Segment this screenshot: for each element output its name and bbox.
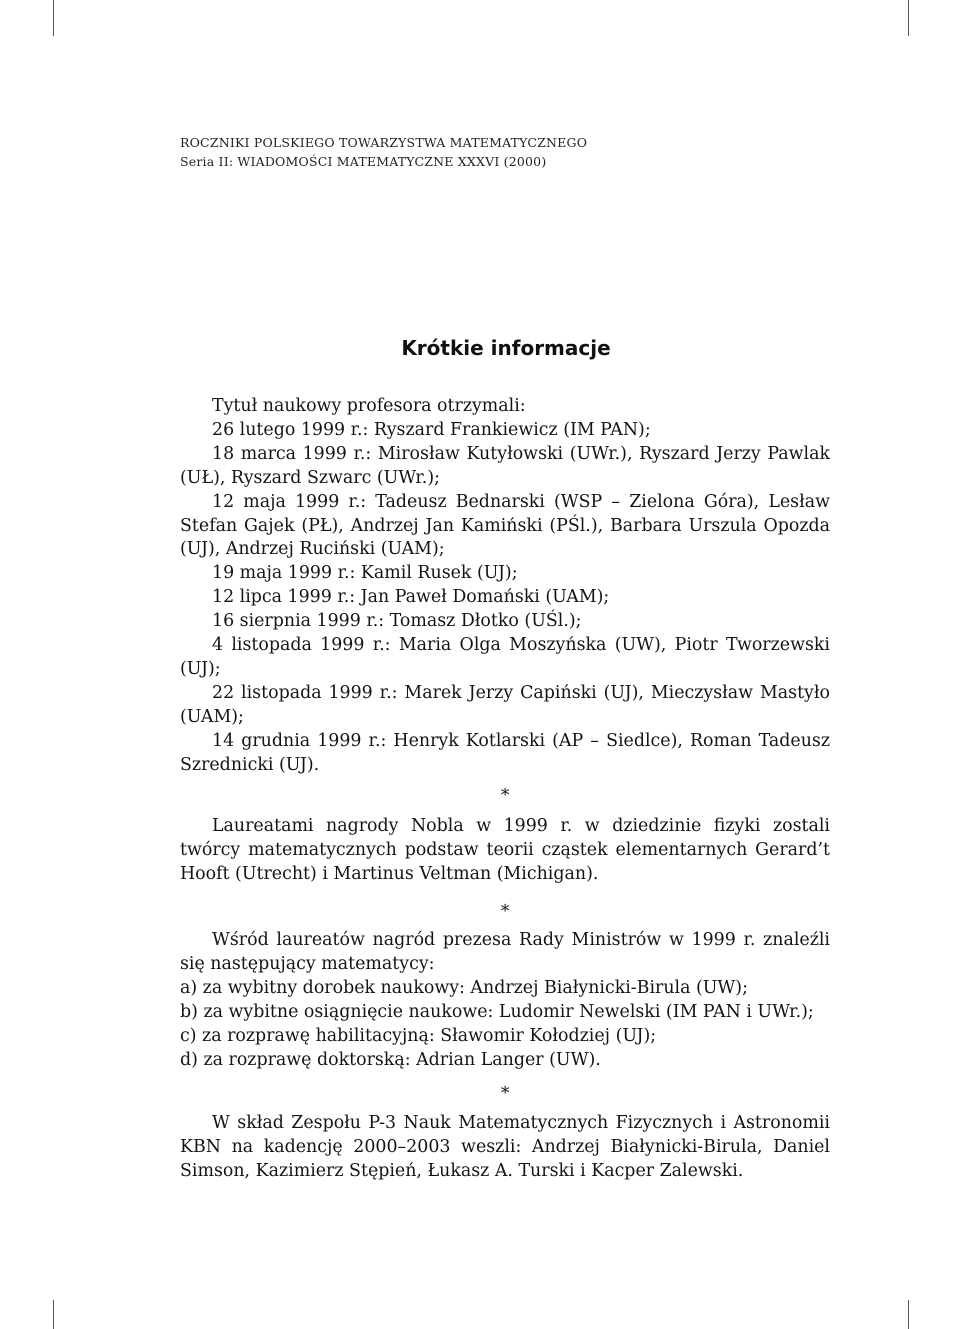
professor-entry: 12 maja 1999 r.: Tadeusz Bednarski (WSP – Zielona Góra), Lesław Stefan Gajek (PŁ), Andrzej Jan Kamiński (PŚl.), Barbara Urszula Opozda (UJ), Andrzej Ruciński (UAM);	[180, 491, 830, 560]
asterisk-separator: ∗	[499, 1080, 511, 1100]
asterisk-separator: ∗	[499, 782, 511, 802]
separator-1	[180, 782, 830, 802]
award-item: d) za rozprawę doktorską: Adrian Langer (UW).	[180, 1049, 601, 1070]
journal-series: Seria II: WIADOMOŚCI MATEMATYCZNE XXXVI (2000)	[180, 154, 547, 169]
nobel-paragraph: Laureatami nagrody Nobla w 1999 r. w dziedzinie fizyki zostali twórcy matematycznych podstaw teorii cząstek elementarnych Gerard’t Hooft (Utrecht) i Martinus Veltman (Michigan).	[180, 816, 830, 884]
journal-name: ROCZNIKI POLSKIEGO TOWARZYSTWA MATEMATYCZNEGO	[180, 135, 588, 150]
crop-mark-bottom-left	[53, 1300, 54, 1329]
professors-section	[180, 395, 830, 778]
award-item: b) za wybitne osiągnięcie naukowe: Ludomir Newelski (IM PAN i UWr.);	[180, 1001, 814, 1022]
professor-entry: 14 grudnia 1999 r.: Henryk Kotlarski (AP – Siedlce), Roman Tadeusz Szrednicki (UJ).	[180, 730, 830, 775]
crop-mark-bottom-right	[908, 1300, 909, 1329]
professor-entry: 16 sierpnia 1999 r.: Tomasz Dłotko (UŚl.);	[212, 611, 582, 632]
professor-entry: 4 listopada 1999 r.: Maria Olga Moszyńska (UW), Piotr Tworzewski (UJ);	[180, 635, 830, 679]
separator-3	[180, 1080, 830, 1100]
professor-entry: 18 marca 1999 r.: Mirosław Kutyłowski (UWr.), Ryszard Jerzy Pawlak (UŁ), Ryszard Szwarc (UWr.);	[180, 443, 830, 488]
kbn-paragraph: W skład Zespołu P-3 Nauk Matematycznych Fizycznych i Astronomii KBN na kadencję 2000–2003 weszli: Andrzej Białynicki-Birula, Daniel Simson, Kazimierz Stępień, Łukasz A. Turski i Kacper Zalewski.	[180, 1113, 830, 1181]
professor-entry: 22 listopada 1999 r.: Marek Jerzy Capiński (UJ), Mieczysław Mastyło (UAM);	[180, 682, 830, 727]
asterisk-separator: ∗	[499, 898, 511, 918]
award-item: c) za rozprawę habilitacyjną: Sławomir Kołodziej (UJ);	[180, 1025, 657, 1046]
kbn-section	[180, 1112, 830, 1184]
awards-section	[180, 929, 830, 1072]
page-title: Krótkie informacje	[401, 336, 611, 360]
professor-entry: 19 maja 1999 r.: Kamil Rusek (UJ);	[212, 563, 518, 584]
separator-2	[180, 898, 830, 918]
nobel-section	[180, 815, 830, 887]
professor-entry: 12 lipca 1999 r.: Jan Paweł Domański (UAM);	[212, 587, 610, 608]
crop-mark-top-right	[908, 0, 909, 36]
awards-intro: Wśród laureatów nagród prezesa Rady Ministrów w 1999 r. znaleźli się następujący matematycy:	[180, 930, 830, 974]
journal-header	[180, 133, 587, 171]
professors-intro: Tytuł naukowy profesora otrzymali:	[212, 396, 526, 416]
award-item: a) za wybitny dorobek naukowy: Andrzej Białynicki-Birula (UW);	[180, 977, 748, 998]
crop-mark-top-left	[53, 0, 54, 36]
professor-entry: 26 lutego 1999 r.: Ryszard Frankiewicz (IM PAN);	[212, 419, 651, 440]
